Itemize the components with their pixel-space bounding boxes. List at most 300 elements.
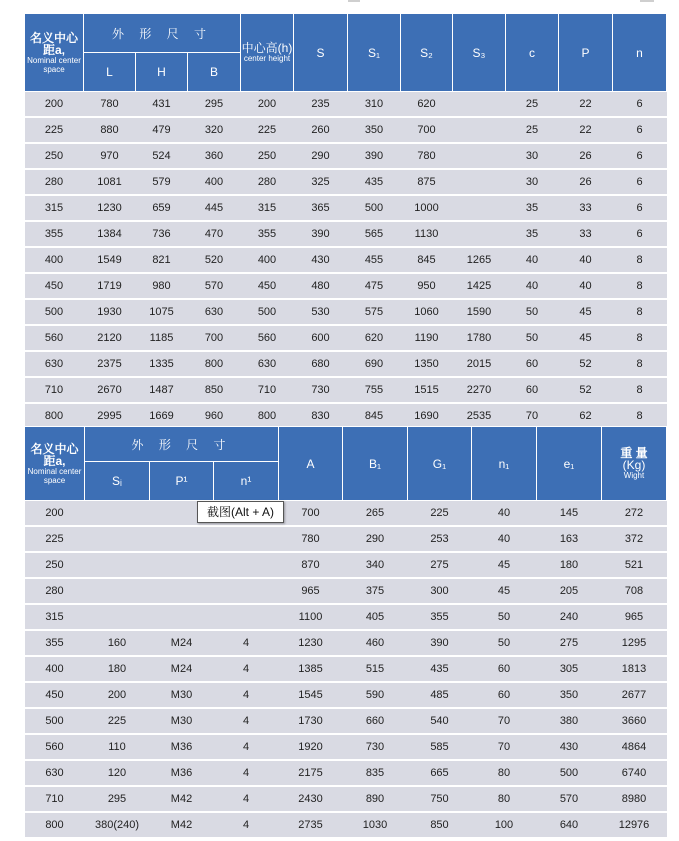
table-cell: 500: [537, 760, 602, 786]
table-cell: 365: [294, 195, 348, 221]
table-cell: 665: [408, 760, 472, 786]
table-cell: 2120: [84, 325, 136, 351]
table-cell: 400: [241, 247, 294, 273]
header-outer-dimensions: 外 形 尺 寸: [84, 14, 241, 53]
dimensions-table-2: [24, 426, 667, 839]
table-cell: 45: [472, 552, 537, 578]
table-cell: [85, 501, 150, 527]
table-cell: 710: [25, 377, 84, 403]
table-cell: 455: [348, 247, 401, 273]
table-cell: 565: [348, 221, 401, 247]
table-cell: 880: [84, 117, 136, 143]
table-cell: 430: [537, 734, 602, 760]
table-cell: 4: [214, 656, 279, 682]
table-cell: 295: [85, 786, 150, 812]
table-cell: 280: [25, 169, 84, 195]
header-S2: S₂: [401, 14, 453, 92]
header-S1: S₁: [348, 14, 401, 92]
table-cell: 736: [136, 221, 188, 247]
table-cell: 1265: [453, 247, 506, 273]
header-H: H: [136, 53, 188, 92]
table-cell: 225: [25, 526, 85, 552]
table-cell: 33: [559, 221, 613, 247]
table-cell: 500: [25, 299, 84, 325]
table-row: [25, 221, 667, 247]
table-cell: 60: [506, 377, 559, 403]
table-row: [25, 630, 667, 656]
table-cell: M30: [150, 682, 214, 708]
table-cell: 250: [25, 143, 84, 169]
table-row: [25, 708, 667, 734]
table-cell: M42: [150, 812, 214, 838]
table-cell: 430: [294, 247, 348, 273]
table-row: [25, 526, 667, 552]
table-cell: 965: [279, 578, 343, 604]
table-cell: 40: [472, 526, 537, 552]
table-cell: 280: [241, 169, 294, 195]
header-B1: B₁: [343, 427, 408, 501]
table-cell: 355: [25, 221, 84, 247]
table-cell: 1335: [136, 351, 188, 377]
table-cell: 870: [279, 552, 343, 578]
table-cell: 12976: [602, 812, 667, 838]
table-cell: 579: [136, 169, 188, 195]
table-cell: 60: [472, 656, 537, 682]
table-cell: 690: [348, 351, 401, 377]
header-B: B: [188, 53, 241, 92]
table-row: [25, 273, 667, 299]
table-row: [25, 143, 667, 169]
table-cell: 52: [559, 377, 613, 403]
table-cell: 700: [188, 325, 241, 351]
table-cell: 26: [559, 169, 613, 195]
table-cell: [150, 578, 214, 604]
header-n: n: [613, 14, 667, 92]
table-cell: 710: [25, 786, 85, 812]
table-cell: [85, 526, 150, 552]
table-cell: 405: [343, 604, 408, 630]
table-cell: 710: [241, 377, 294, 403]
table-cell: 50: [506, 299, 559, 325]
table-cell: 355: [408, 604, 472, 630]
table-cell: 280: [25, 578, 85, 604]
table-cell: 1075: [136, 299, 188, 325]
table-cell: 1669: [136, 403, 188, 429]
top-clipped-marks: [0, 0, 679, 8]
table-cell: 1081: [84, 169, 136, 195]
table-cell: 350: [537, 682, 602, 708]
table-cell: 2175: [279, 760, 343, 786]
table-cell: 355: [241, 221, 294, 247]
table-cell: 1545: [279, 682, 343, 708]
table-row: [25, 299, 667, 325]
header-L: L: [84, 53, 136, 92]
table-row: [25, 552, 667, 578]
table-cell: 1515: [401, 377, 453, 403]
table-cell: 1425: [453, 273, 506, 299]
table-cell: 35: [506, 221, 559, 247]
table-cell: 570: [188, 273, 241, 299]
table-cell: 30: [506, 143, 559, 169]
table-cell: 200: [25, 92, 84, 118]
table-row: [25, 760, 667, 786]
table-cell: 1730: [279, 708, 343, 734]
table-cell: 235: [294, 92, 348, 118]
table-cell: 260: [294, 117, 348, 143]
table-cell: 35: [506, 195, 559, 221]
table-cell: 755: [348, 377, 401, 403]
table-row: [25, 247, 667, 273]
table-2-body: [25, 501, 667, 839]
table-cell: 2535: [453, 403, 506, 429]
header-P1: P¹: [150, 462, 214, 501]
header-center-distance: 名义中心距a, Nominal center space: [25, 14, 84, 92]
table-cell: 2670: [84, 377, 136, 403]
table-cell: 205: [537, 578, 602, 604]
table-cell: 8: [613, 351, 667, 377]
table-cell: 350: [348, 117, 401, 143]
table-cell: 640: [537, 812, 602, 838]
table-cell: 45: [559, 325, 613, 351]
table-cell: 600: [294, 325, 348, 351]
header-n1b: n₁: [472, 427, 537, 501]
table-cell: 1230: [279, 630, 343, 656]
table-cell: 26: [559, 143, 613, 169]
table-cell: 1030: [343, 812, 408, 838]
table-cell: 4: [214, 760, 279, 786]
table-cell: 50: [472, 604, 537, 630]
table-cell: 180: [537, 552, 602, 578]
table-cell: 360: [188, 143, 241, 169]
table-cell: 8: [613, 325, 667, 351]
table-cell: 40: [559, 247, 613, 273]
table-cell: 250: [241, 143, 294, 169]
table-cell: 1295: [602, 630, 667, 656]
table-cell: 1590: [453, 299, 506, 325]
table-row: [25, 682, 667, 708]
table-cell: 30: [506, 169, 559, 195]
table-cell: 850: [188, 377, 241, 403]
table-cell: 540: [408, 708, 472, 734]
table-cell: 780: [279, 526, 343, 552]
header-e1: e₁: [537, 427, 602, 501]
table-cell: 470: [188, 221, 241, 247]
table-cell: 4: [214, 734, 279, 760]
table-cell: 225: [241, 117, 294, 143]
table-cell: 500: [25, 708, 85, 734]
table-cell: 450: [25, 682, 85, 708]
table-row: [25, 501, 667, 527]
table-cell: 390: [348, 143, 401, 169]
table-cell: 380: [537, 708, 602, 734]
table-cell: 485: [408, 682, 472, 708]
table-cell: 515: [343, 656, 408, 682]
screenshot-tooltip: 截图(Alt + A): [197, 501, 284, 523]
table-cell: 6: [613, 92, 667, 118]
table-cell: 570: [537, 786, 602, 812]
table-cell: 660: [343, 708, 408, 734]
table-cell: 225: [408, 501, 472, 527]
header-outer-dimensions-2: 外 形 尺 寸: [85, 427, 279, 462]
table-cell: [85, 552, 150, 578]
table-cell: 700: [401, 117, 453, 143]
table-cell: 830: [294, 403, 348, 429]
table-cell: 200: [85, 682, 150, 708]
table-cell: 25: [506, 117, 559, 143]
table-cell: 875: [401, 169, 453, 195]
table-cell: 4864: [602, 734, 667, 760]
table-cell: 445: [188, 195, 241, 221]
table-cell: 630: [25, 760, 85, 786]
table-cell: 480: [294, 273, 348, 299]
table-row: [25, 195, 667, 221]
table-cell: 521: [602, 552, 667, 578]
table-cell: [85, 604, 150, 630]
table-cell: 575: [348, 299, 401, 325]
table-cell: [453, 221, 506, 247]
table-cell: M24: [150, 656, 214, 682]
table-cell: 6: [613, 169, 667, 195]
table-cell: 4: [214, 812, 279, 838]
table-cell: 400: [188, 169, 241, 195]
table-cell: 315: [25, 604, 85, 630]
table-cell: 315: [241, 195, 294, 221]
table-cell: 315: [25, 195, 84, 221]
table-cell: 6: [613, 221, 667, 247]
table-row: [25, 604, 667, 630]
table-cell: 520: [188, 247, 241, 273]
table-cell: 730: [294, 377, 348, 403]
table-cell: 845: [348, 403, 401, 429]
table-cell: 1230: [84, 195, 136, 221]
header-P: P: [559, 14, 613, 92]
table-cell: 1100: [279, 604, 343, 630]
table-cell: 2735: [279, 812, 343, 838]
table-cell: 475: [348, 273, 401, 299]
table-cell: 33: [559, 195, 613, 221]
table-cell: 2677: [602, 682, 667, 708]
table-cell: [453, 195, 506, 221]
table-cell: 225: [25, 117, 84, 143]
table-cell: 250: [25, 552, 85, 578]
table-cell: 965: [602, 604, 667, 630]
table-cell: 1350: [401, 351, 453, 377]
table-cell: 400: [25, 247, 84, 273]
table-cell: [214, 526, 279, 552]
table-cell: 708: [602, 578, 667, 604]
table-cell: 630: [241, 351, 294, 377]
header-c: c: [506, 14, 559, 92]
table-cell: 8: [613, 247, 667, 273]
table-cell: 835: [343, 760, 408, 786]
table-cell: [150, 604, 214, 630]
table-cell: 200: [241, 92, 294, 118]
table-cell: 2375: [84, 351, 136, 377]
table-cell: 730: [343, 734, 408, 760]
header-G1: G₁: [408, 427, 472, 501]
table-row: [25, 92, 667, 118]
table-cell: 60: [506, 351, 559, 377]
table-row: [25, 578, 667, 604]
table-cell: 45: [472, 578, 537, 604]
table-cell: 560: [241, 325, 294, 351]
table-cell: 272: [602, 501, 667, 527]
table-cell: 585: [408, 734, 472, 760]
table-cell: 780: [84, 92, 136, 118]
table-cell: 375: [343, 578, 408, 604]
table-cell: 4: [214, 786, 279, 812]
table-cell: 800: [241, 403, 294, 429]
table-cell: 1185: [136, 325, 188, 351]
table-cell: 1780: [453, 325, 506, 351]
table-cell: 1060: [401, 299, 453, 325]
table-cell: 800: [25, 403, 84, 429]
table-cell: 6: [613, 117, 667, 143]
table-cell: M30: [150, 708, 214, 734]
table-cell: 435: [408, 656, 472, 682]
table-cell: 2995: [84, 403, 136, 429]
table-cell: 780: [401, 143, 453, 169]
header-Si: Sᵢ: [85, 462, 150, 501]
table-cell: 4: [214, 682, 279, 708]
table-cell: 4: [214, 630, 279, 656]
table-cell: 400: [25, 656, 85, 682]
header-n1: n¹: [214, 462, 279, 501]
table-row: [25, 169, 667, 195]
table-cell: 8: [613, 299, 667, 325]
table-row: [25, 377, 667, 403]
table-cell: 100: [472, 812, 537, 838]
table-cell: 295: [188, 92, 241, 118]
table-cell: 60: [472, 682, 537, 708]
table-cell: 450: [241, 273, 294, 299]
table-cell: 970: [84, 143, 136, 169]
table-cell: 890: [343, 786, 408, 812]
table-cell: 750: [408, 786, 472, 812]
table-cell: 45: [559, 299, 613, 325]
table-cell: 8: [613, 403, 667, 429]
table-cell: [453, 117, 506, 143]
table-cell: M36: [150, 760, 214, 786]
header-S: S: [294, 14, 348, 92]
table-row: [25, 656, 667, 682]
table-cell: 2270: [453, 377, 506, 403]
table-cell: 680: [294, 351, 348, 377]
table-cell: 310: [348, 92, 401, 118]
table-cell: 1384: [84, 221, 136, 247]
header-S3: S₃: [453, 14, 506, 92]
table-cell: 530: [294, 299, 348, 325]
table-row: [25, 117, 667, 143]
table-cell: [214, 552, 279, 578]
table-cell: 290: [294, 143, 348, 169]
table-cell: 1813: [602, 656, 667, 682]
table-cell: 70: [506, 403, 559, 429]
table-cell: 325: [294, 169, 348, 195]
table-cell: 240: [537, 604, 602, 630]
table-cell: 6: [613, 195, 667, 221]
table-cell: 163: [537, 526, 602, 552]
table-cell: 40: [472, 501, 537, 527]
table-cell: 253: [408, 526, 472, 552]
table-cell: 800: [188, 351, 241, 377]
table-cell: 8: [613, 273, 667, 299]
table-row: [25, 786, 667, 812]
table-cell: [150, 552, 214, 578]
table-cell: 355: [25, 630, 85, 656]
table-cell: 479: [136, 117, 188, 143]
table-cell: M24: [150, 630, 214, 656]
table-cell: 435: [348, 169, 401, 195]
table-cell: 50: [506, 325, 559, 351]
table-cell: 275: [408, 552, 472, 578]
dimensions-table-1: [24, 13, 667, 430]
table-cell: 845: [401, 247, 453, 273]
header-A: A: [279, 427, 343, 501]
table-cell: [214, 578, 279, 604]
table-cell: 850: [408, 812, 472, 838]
table-row: [25, 734, 667, 760]
table-cell: 50: [472, 630, 537, 656]
table-cell: 560: [25, 734, 85, 760]
table-cell: 980: [136, 273, 188, 299]
table-cell: 700: [279, 501, 343, 527]
table-cell: 52: [559, 351, 613, 377]
table-cell: 320: [188, 117, 241, 143]
table-cell: 225: [85, 708, 150, 734]
table-row: [25, 812, 667, 838]
table-cell: 620: [401, 92, 453, 118]
table-cell: 40: [559, 273, 613, 299]
table-cell: M36: [150, 734, 214, 760]
table-cell: 1930: [84, 299, 136, 325]
header-weight: 重 量 (Kg) Wight: [602, 427, 667, 501]
table-cell: 950: [401, 273, 453, 299]
table-1-body: [25, 92, 667, 430]
table-cell: 450: [25, 273, 84, 299]
table-cell: 6: [613, 143, 667, 169]
table-cell: 380(240): [85, 812, 150, 838]
table-row: [25, 351, 667, 377]
table-cell: [453, 169, 506, 195]
table-cell: 40: [506, 247, 559, 273]
table-cell: 40: [506, 273, 559, 299]
table-cell: 22: [559, 92, 613, 118]
table-cell: 2015: [453, 351, 506, 377]
table-cell: 460: [343, 630, 408, 656]
table-cell: 1190: [401, 325, 453, 351]
table-cell: 960: [188, 403, 241, 429]
table-cell: 180: [85, 656, 150, 682]
table-cell: 524: [136, 143, 188, 169]
table-cell: 305: [537, 656, 602, 682]
table-cell: 70: [472, 708, 537, 734]
table-cell: 560: [25, 325, 84, 351]
header-center-distance-2: 名义中心距a, Nominal center space: [25, 427, 85, 501]
table-cell: 70: [472, 734, 537, 760]
table-cell: 1719: [84, 273, 136, 299]
table-cell: [214, 604, 279, 630]
table-cell: 145: [537, 501, 602, 527]
table-cell: 620: [348, 325, 401, 351]
table-cell: 4: [214, 708, 279, 734]
table-cell: 630: [25, 351, 84, 377]
table-cell: 3660: [602, 708, 667, 734]
table-cell: 390: [408, 630, 472, 656]
table-row: [25, 325, 667, 351]
table-cell: 1690: [401, 403, 453, 429]
table-cell: 630: [188, 299, 241, 325]
